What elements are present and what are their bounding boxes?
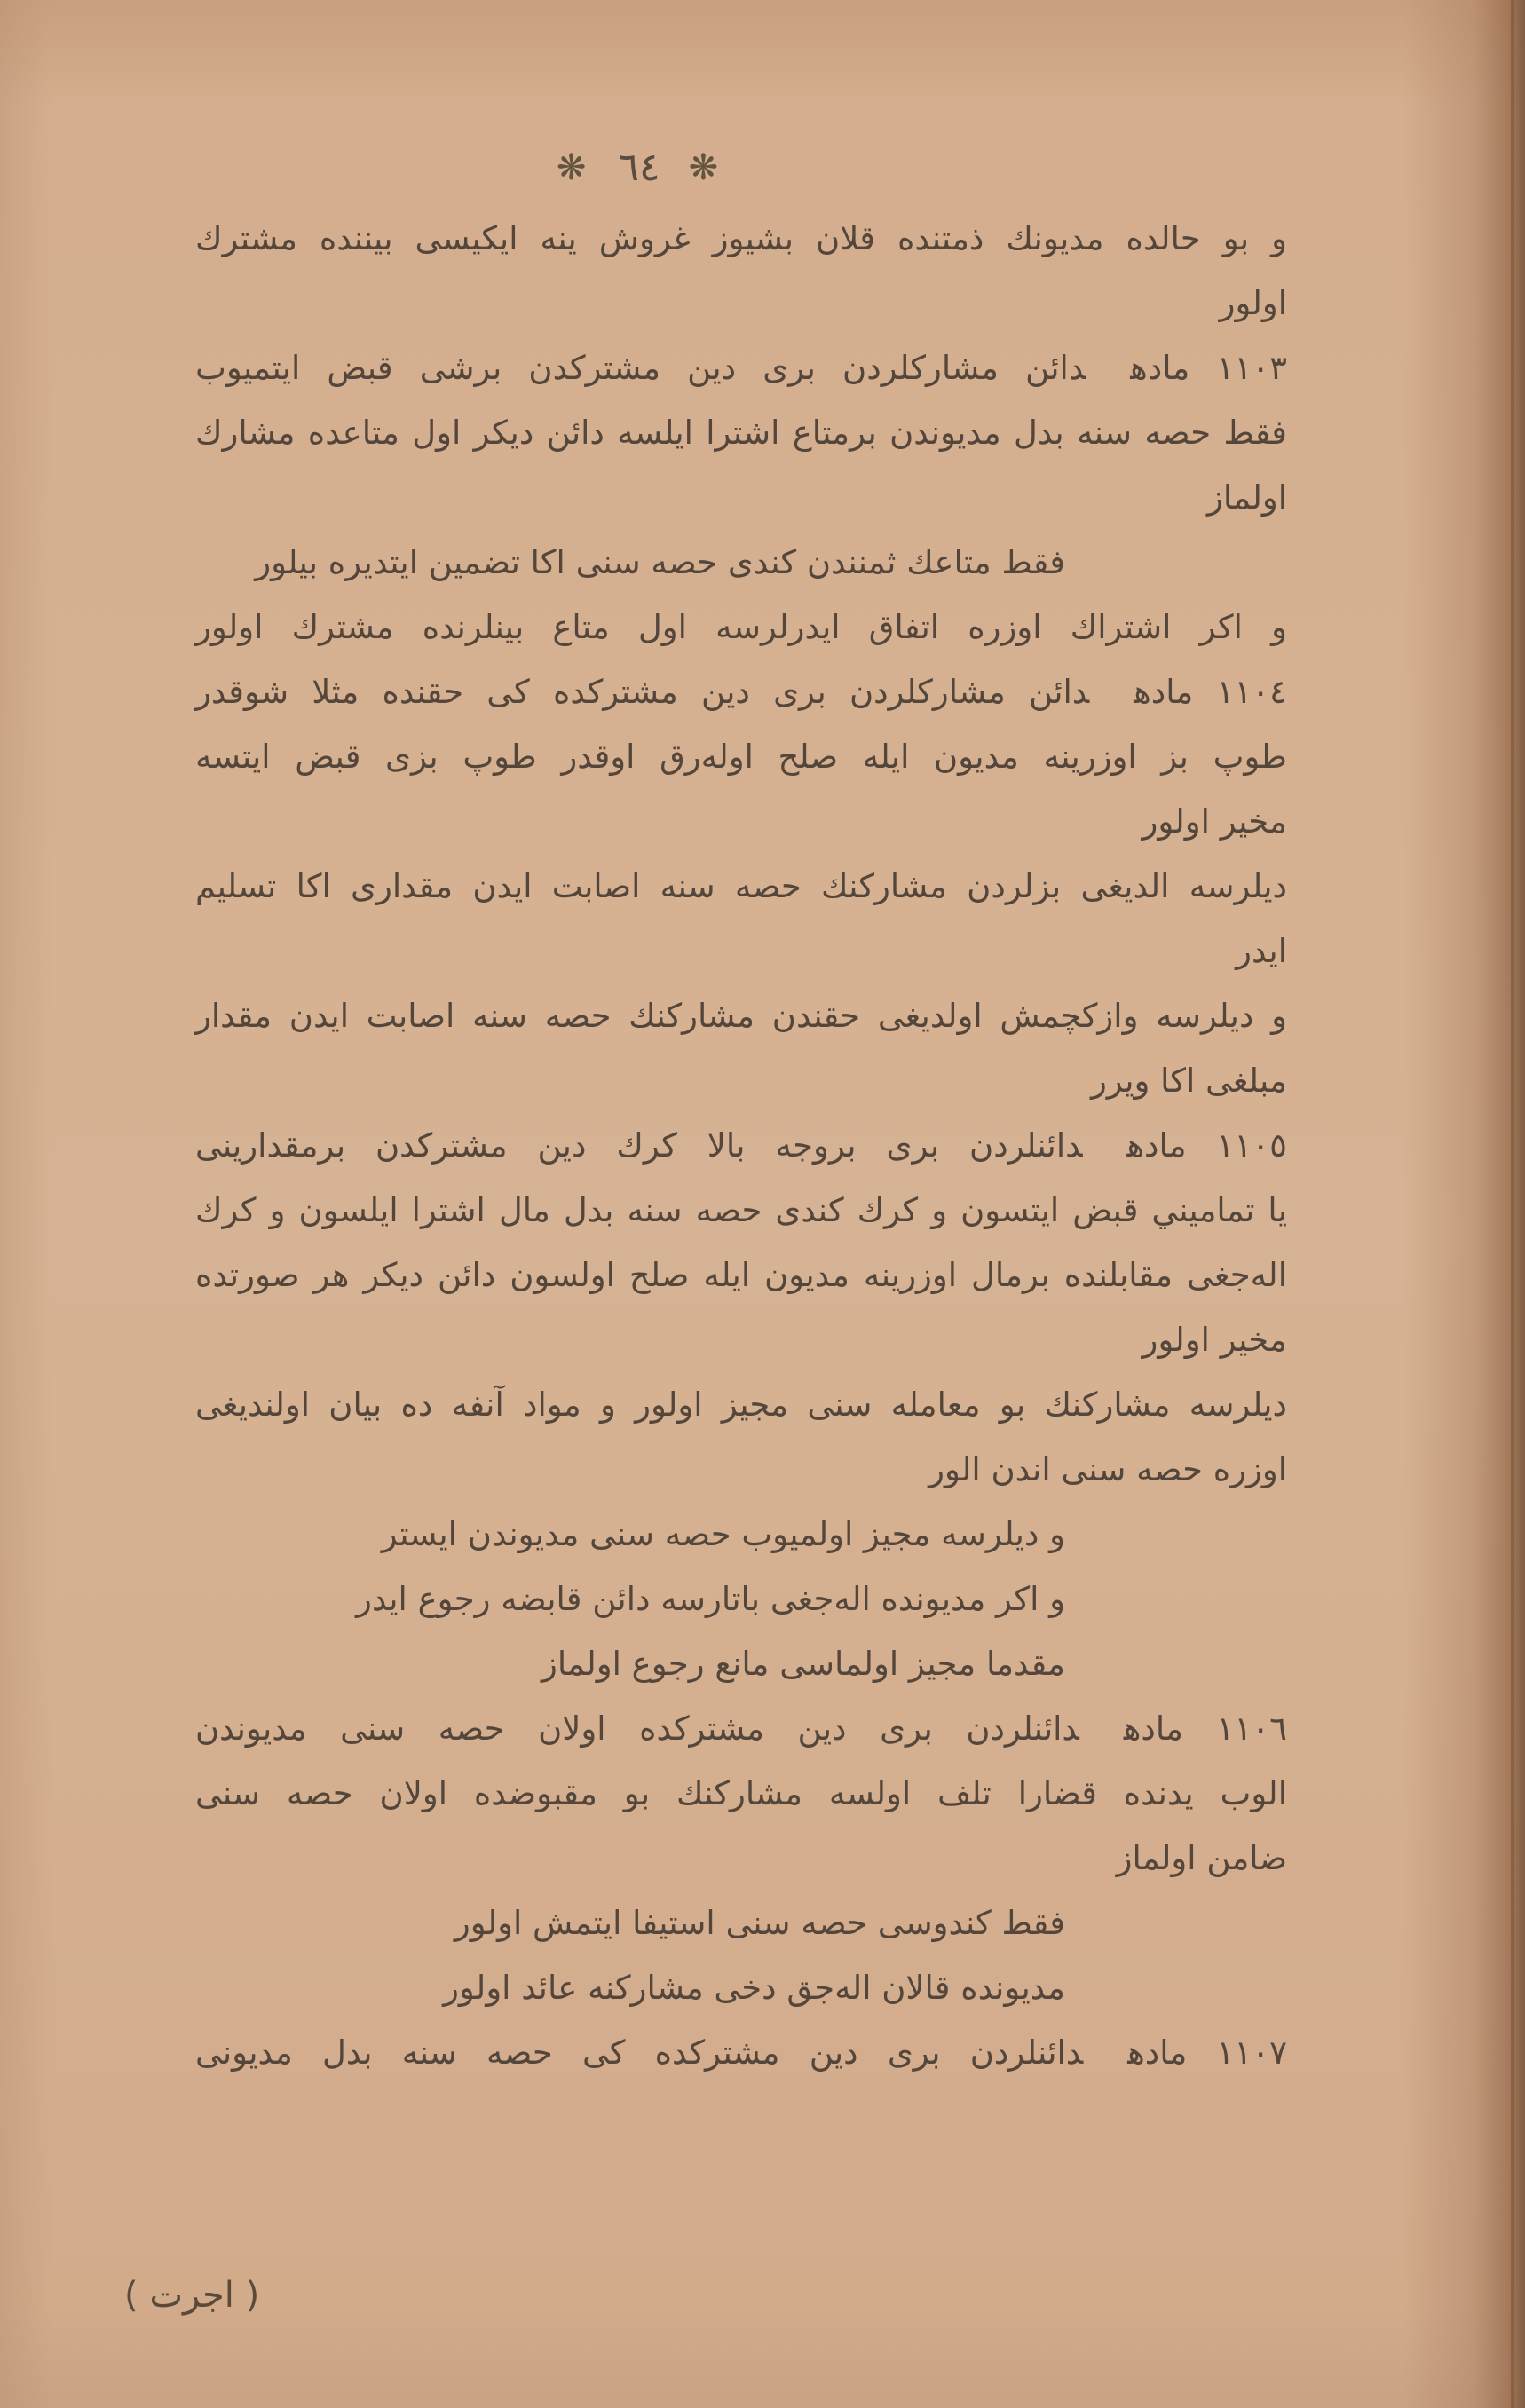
article-heading-line xyxy=(195,659,1287,724)
line-text: الوب يدنده قضارا تلف اولسه مشاركنك بو مقبوضده اولان حصه سنى xyxy=(195,1774,1287,1812)
binding-edge xyxy=(1511,0,1514,2408)
star-ornament-icon: ❋ xyxy=(556,146,590,188)
text-line xyxy=(195,1567,1287,1631)
page-number-header xyxy=(550,142,728,190)
article-heading-line xyxy=(195,1696,1287,1761)
text-line xyxy=(195,1891,1287,1955)
line-text: ديلرسه مشاركنك بو معامله سنى مجيز اولور و مواد آنفه ده بيان اولنديغى xyxy=(195,1386,1287,1424)
line-text: مديونده قالان الەجق دخى مشاركنه عائد اولور xyxy=(443,1969,1065,2007)
line-text: و اكر مديونده الەجغى باتارسه دائن قابضه رجوع ايدر xyxy=(355,1580,1065,1618)
text-line xyxy=(195,724,1287,789)
text-line xyxy=(195,271,1287,336)
text-line xyxy=(195,1955,1287,2020)
text-line xyxy=(195,1761,1287,1826)
text-line xyxy=(195,1307,1287,1372)
star-ornament-icon: ❋ xyxy=(688,146,723,188)
text-line xyxy=(195,595,1287,659)
article-heading-line xyxy=(195,336,1287,400)
line-text: و ديلرسه مجيز اولميوب حصه سنى مديوندن ايستر xyxy=(381,1515,1065,1553)
page-number: ٦٤ xyxy=(618,145,660,190)
article-heading-line xyxy=(195,2020,1287,2085)
text-line xyxy=(195,400,1287,465)
article-number: ١١٠٤ ماده xyxy=(1134,673,1287,711)
line-text: و ديلرسه وازكچمش اولديغى حقندن مشاركنك حصه سنه اصابت ايدن مقدار xyxy=(195,997,1287,1035)
line-text: دائنلردن برى دين مشتركده اولان حصه سنى مديوندن xyxy=(195,1709,1079,1748)
line-text: فقط متاعك ثمنندن كندى حصه سنى اكا تضمين ايتديره بيلور xyxy=(255,543,1065,581)
text-line xyxy=(195,854,1287,919)
line-text: ضامن اولماز xyxy=(1116,1839,1287,1877)
text-line xyxy=(195,919,1287,983)
text-line xyxy=(195,1048,1287,1113)
line-text: و بو حالده مديونك ذمتنده قلان بشيوز غروش ينه ايكيسى بيننده مشترك xyxy=(195,219,1287,257)
line-text: الەجغى مقابلنده برمال اوزرينه مديون ايله صلح اولسون دائن ديكر هر صورتده xyxy=(195,1256,1287,1294)
line-text: دائن مشاركلردن برى دين مشتركدن برشى قبض ايتميوب xyxy=(195,349,1086,387)
line-text: و اكر اشتراك اوزره اتفاق ايدرلرسه اول متاع بينلرنده مشترك اولور xyxy=(195,608,1287,646)
line-text: فقط كندوسى حصه سنى استيفا ايتمش اولور xyxy=(454,1904,1065,1942)
text-line xyxy=(195,1826,1287,1891)
line-text: دائنلردن برى بروجه بالا كرك دين مشتركدن برمقدارينى xyxy=(195,1126,1083,1165)
line-text: اولماز xyxy=(1207,478,1287,517)
article-number: ١١٠٧ ماده xyxy=(1127,2033,1288,2072)
text-line xyxy=(195,530,1287,595)
line-text: يا تماميني قبض ايتسون و كرك كندى حصه سنه بدل مال اشترا ايلسون و كرك xyxy=(195,1191,1287,1229)
catchword: ( اجرت ) xyxy=(124,2275,260,2316)
line-text: طوپ بز اوزرينه مديون ايله صلح اولەرق اوقدر طوپ بزى قبض ايتسه xyxy=(195,738,1287,776)
line-text: دائن مشاركلردن برى دين مشتركده كى حقنده مثلا شوقدر xyxy=(195,673,1090,711)
line-text: دائنلردن برى دين مشتركده كى حصه سنه بدل مديونى xyxy=(195,2033,1084,2072)
text-line xyxy=(195,465,1287,530)
text-line xyxy=(195,983,1287,1048)
text-line xyxy=(195,1631,1287,1696)
line-text: ايدر xyxy=(1236,932,1287,970)
text-line xyxy=(195,1502,1287,1567)
article-number: ١١٠٣ ماده xyxy=(1130,349,1287,387)
article-heading-line xyxy=(195,1113,1287,1178)
line-text: اولور xyxy=(1219,284,1287,322)
text-line xyxy=(195,1437,1287,1502)
article-number: ١١٠٥ ماده xyxy=(1126,1126,1287,1165)
text-line xyxy=(195,1178,1287,1243)
text-line xyxy=(195,1372,1287,1437)
line-text: اوزره حصه سنى اندن الور xyxy=(928,1450,1287,1488)
line-text: مخير اولور xyxy=(1142,1321,1287,1359)
line-text: مقدما مجيز اولماسى مانع رجوع اولماز xyxy=(541,1645,1065,1683)
line-text: فقط حصه سنه بدل مديوندن برمتاع اشترا ايلسه دائن ديكر اول متاعده مشارك xyxy=(195,414,1287,452)
line-text: ديلرسه الديغى بزلردن مشاركنك حصه سنه اصابت ايدن مقدارى اكا تسليم xyxy=(195,867,1287,905)
text-line xyxy=(195,206,1287,271)
text-line xyxy=(195,1243,1287,1307)
line-text: مبلغى اكا ويرر xyxy=(1090,1062,1287,1100)
text-line xyxy=(195,789,1287,854)
body-text xyxy=(195,206,1287,2085)
article-number: ١١٠٦ ماده xyxy=(1123,1709,1287,1748)
line-text: مخير اولور xyxy=(1142,802,1287,841)
